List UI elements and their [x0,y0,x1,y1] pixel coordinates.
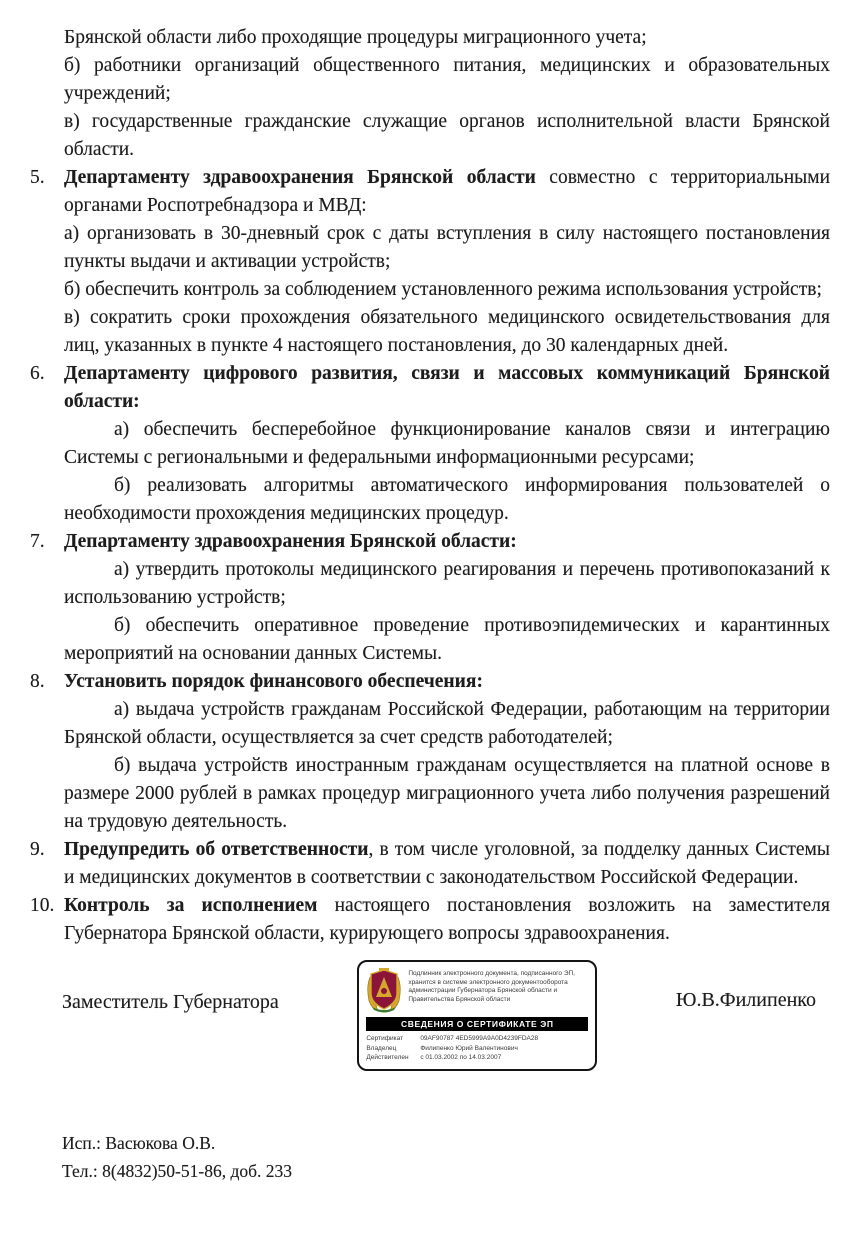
stamp-row [366,1034,588,1044]
item-content [64,892,830,948]
digital-signature-stamp [357,960,597,1071]
item-number: 10. [30,895,55,916]
stamp-rows [366,1034,588,1063]
stamp-row-label: Действителен [366,1054,409,1061]
item-number: 9. [30,839,45,860]
item-subparagraph: а) утвердить протоколы медицинского реагирования и перечень противопоказаний к использованию устройств; [64,559,830,608]
paragraph: Брянской области либо проходящие процедуры миграционного учета; [64,27,647,48]
stamp-row [366,1053,588,1063]
item-heading: Контроль за исполнением настоящего постановления возложить на заместителя Губернатора Брянской области, курирующего вопросы здравоохранения. [64,895,830,944]
item-number: 5. [30,167,45,188]
stamp-top [366,967,588,1013]
paragraph: в) государственные гражданские служащие органов исполнительной власти Брянской области. [64,111,830,160]
item-content [64,836,830,892]
stamp-note: Подлинник электронного документа, подписанного ЭП, хранится в системе электронного документооборота администрации Губернатора Брянской области и Правительства Брянской области [408,970,575,1003]
item-content [64,164,830,360]
item-content [64,528,830,668]
list-item-6 [30,360,830,528]
numbered-items [30,164,830,948]
item-subparagraph: в) сократить сроки прохождения обязательного медицинского освидетельствования для лиц, указанных в пункте 4 настоящего постановления, до 30 календарных дней. [64,307,830,356]
item-subparagraph: б) реализовать алгоритмы автоматического информирования пользователей о необходимости прохождения медицинских процедур. [64,475,830,524]
item-subparagraph: б) выдача устройств иностранным гражданам осуществляется на платной основе в размере 2000 рублей в рамках процедур миграционного учета либо получения разрешений на трудовую деятельность. [64,755,830,832]
item-subparagraph: б) обеспечить оперативное проведение противоэпидемических и карантинных мероприятий на основании данных Системы. [64,615,830,664]
stamp-row-value: 09AF90787 4ED5999A9A0D4239FDA28 [420,1035,539,1042]
item-subparagraph: а) выдача устройств гражданам Российской Федерации, работающим на территории Брянской области, осуществляется за счет средств работодателей; [64,699,830,748]
item-heading [64,668,830,696]
item-number: 7. [30,531,45,552]
item-heading-bold: Предупредить об ответственности [64,839,369,860]
phone-line: Тел.: 8(4832)50-51-86, доб. 233 [62,1160,293,1181]
item-heading-bold: Департаменту цифрового развития, связи и массовых коммуникаций Брянской области: [64,363,830,412]
item-heading: Департаменту здравоохранения Брянской области совместно с территориальными органами Роспотребнадзора и МВД: [64,167,831,216]
stamp-row-value: с 01.03.2002 по 14.03.2007 [420,1054,502,1061]
item-subparagraph: а) обеспечить бесперебойное функционирование каналов связи и интеграцию Системы с региональными и федеральными информационными ресурсами; [64,419,830,468]
item-subparagraph: б) обеспечить контроль за соблюдением установленного режима использования устройств; [64,279,822,300]
signature-position: Заместитель Губернатора [62,991,279,1013]
item-heading [64,528,830,556]
item-content [64,668,830,836]
item-heading-bold: Установить порядок финансового обеспечения: [64,671,483,692]
footer [62,1129,830,1185]
item-heading: Предупредить об ответственности, в том числе уголовной, за подделку данных Системы и медицинских документов в соответствии с законодательством Российской Федерации. [64,839,830,888]
signature-block [30,960,830,1071]
intro-block [64,24,830,164]
stamp-row-label: Владелец [366,1044,397,1052]
list-item-5 [30,164,830,360]
signature-name: Ю.В.Филипенко [675,989,816,1011]
list-item-10 [30,892,830,948]
list-item-9 [30,836,830,892]
executor-line: Исп.: Васюкова О.В. [62,1132,216,1153]
list-item-8 [30,668,830,836]
item-content [64,360,830,528]
item-number: 6. [30,363,45,384]
item-heading-bold: Департаменту здравоохранения Брянской области [64,167,536,188]
bryansk-coat-of-arms-icon [366,967,402,1013]
stamp-row-value: Филипенко Юрий Валентинович [420,1044,518,1052]
item-heading-bold: Контроль за исполнением [64,895,318,916]
list-item-7 [30,528,830,668]
stamp-title-bar: СВЕДЕНИЯ О СЕРТИФИКАТЕ ЭП [366,1017,588,1031]
item-subparagraph: а) организовать в 30-дневный срок с даты вступления в силу настоящего постановления пункты выдачи и активации устройств; [64,223,830,272]
stamp-row [366,1044,588,1054]
paragraph: б) работники организаций общественного питания, медицинских и образовательных учреждений; [64,55,830,104]
item-number: 8. [30,671,45,692]
item-heading-bold: Департаменту здравоохранения Брянской области: [64,531,517,552]
stamp-row-label: Сертификат [366,1035,404,1042]
item-heading [64,360,830,416]
